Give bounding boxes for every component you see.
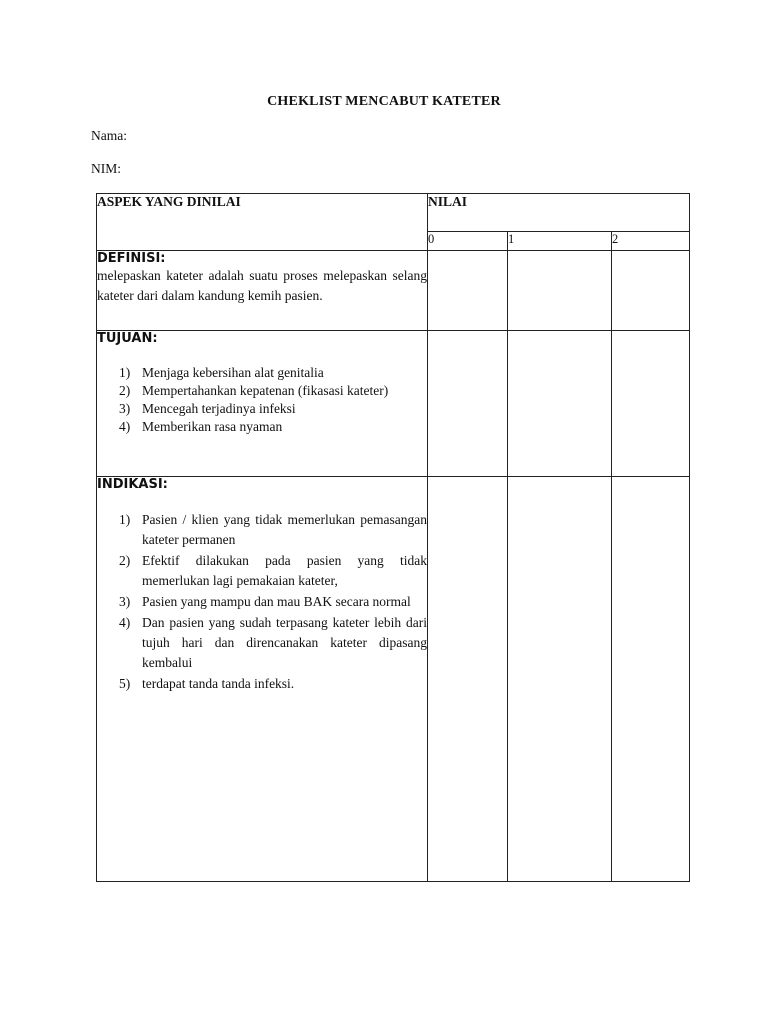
- score-cell-1[interactable]: [508, 331, 612, 477]
- indikasi-list: [97, 510, 427, 694]
- definisi-cell: [97, 251, 428, 331]
- header-aspek: ASPEK YANG DINILAI: [97, 194, 428, 251]
- header-nilai: NILAI: [428, 194, 690, 232]
- score-cell-2[interactable]: [612, 477, 690, 882]
- name-field-label: Nama:: [91, 128, 127, 143]
- score-cell-1[interactable]: [508, 477, 612, 882]
- checklist-table: [96, 193, 690, 882]
- section-title-tujuan: TUJUAN:: [97, 331, 158, 346]
- tujuan-cell: [97, 331, 428, 477]
- list-item: 2) Mempertahankan kepatenan (fikasasi kateter): [119, 383, 389, 398]
- score-cell-2[interactable]: [612, 331, 690, 477]
- section-title-definisi: DEFINISI:: [97, 251, 166, 266]
- list-item: 3) Pasien yang mampu dan mau BAK secara normal: [119, 594, 411, 609]
- score-header-1: 1: [508, 232, 612, 251]
- score-cell-1[interactable]: [508, 251, 612, 331]
- tujuan-list: [97, 364, 427, 436]
- table-row-definisi: [97, 251, 690, 331]
- definisi-text: melepaskan kateter adalah suatu proses melepaskan selang kateter dari dalam kandung kemih pasien.: [97, 268, 427, 303]
- list-item: 1) Pasien / klien yang tidak memerlukan pemasangan kateter permanen: [119, 512, 427, 547]
- document-title: CHEKLIST MENCABUT KATETER: [267, 94, 501, 109]
- score-cell-2[interactable]: [612, 251, 690, 331]
- score-header-2: 2: [612, 232, 690, 251]
- list-item: 2) Efektif dilakukan pada pasien yang tidak memerlukan lagi pemakaian kateter,: [119, 553, 427, 588]
- score-header-0: 0: [428, 232, 508, 251]
- list-item: 4) Memberikan rasa nyaman: [119, 419, 283, 434]
- table-header-row: [97, 194, 690, 232]
- indikasi-cell: [97, 477, 428, 882]
- score-cell-0[interactable]: [428, 251, 508, 331]
- score-cell-0[interactable]: [428, 477, 508, 882]
- table-row-tujuan: [97, 331, 690, 477]
- list-item: 3) Mencegah terjadinya infeksi: [119, 401, 296, 416]
- nim-field-label: NIM:: [91, 161, 121, 176]
- section-title-indikasi: INDIKASI:: [97, 477, 168, 492]
- list-item: 1) Menjaga kebersihan alat genitalia: [119, 365, 324, 380]
- score-cell-0[interactable]: [428, 331, 508, 477]
- table-row-indikasi: [97, 477, 690, 882]
- list-item: 4) Dan pasien yang sudah terpasang kateter lebih dari tujuh hari dan direncanakan kateter dipasang kembalui: [119, 615, 427, 670]
- list-item: 5) terdapat tanda tanda infeksi.: [119, 676, 295, 691]
